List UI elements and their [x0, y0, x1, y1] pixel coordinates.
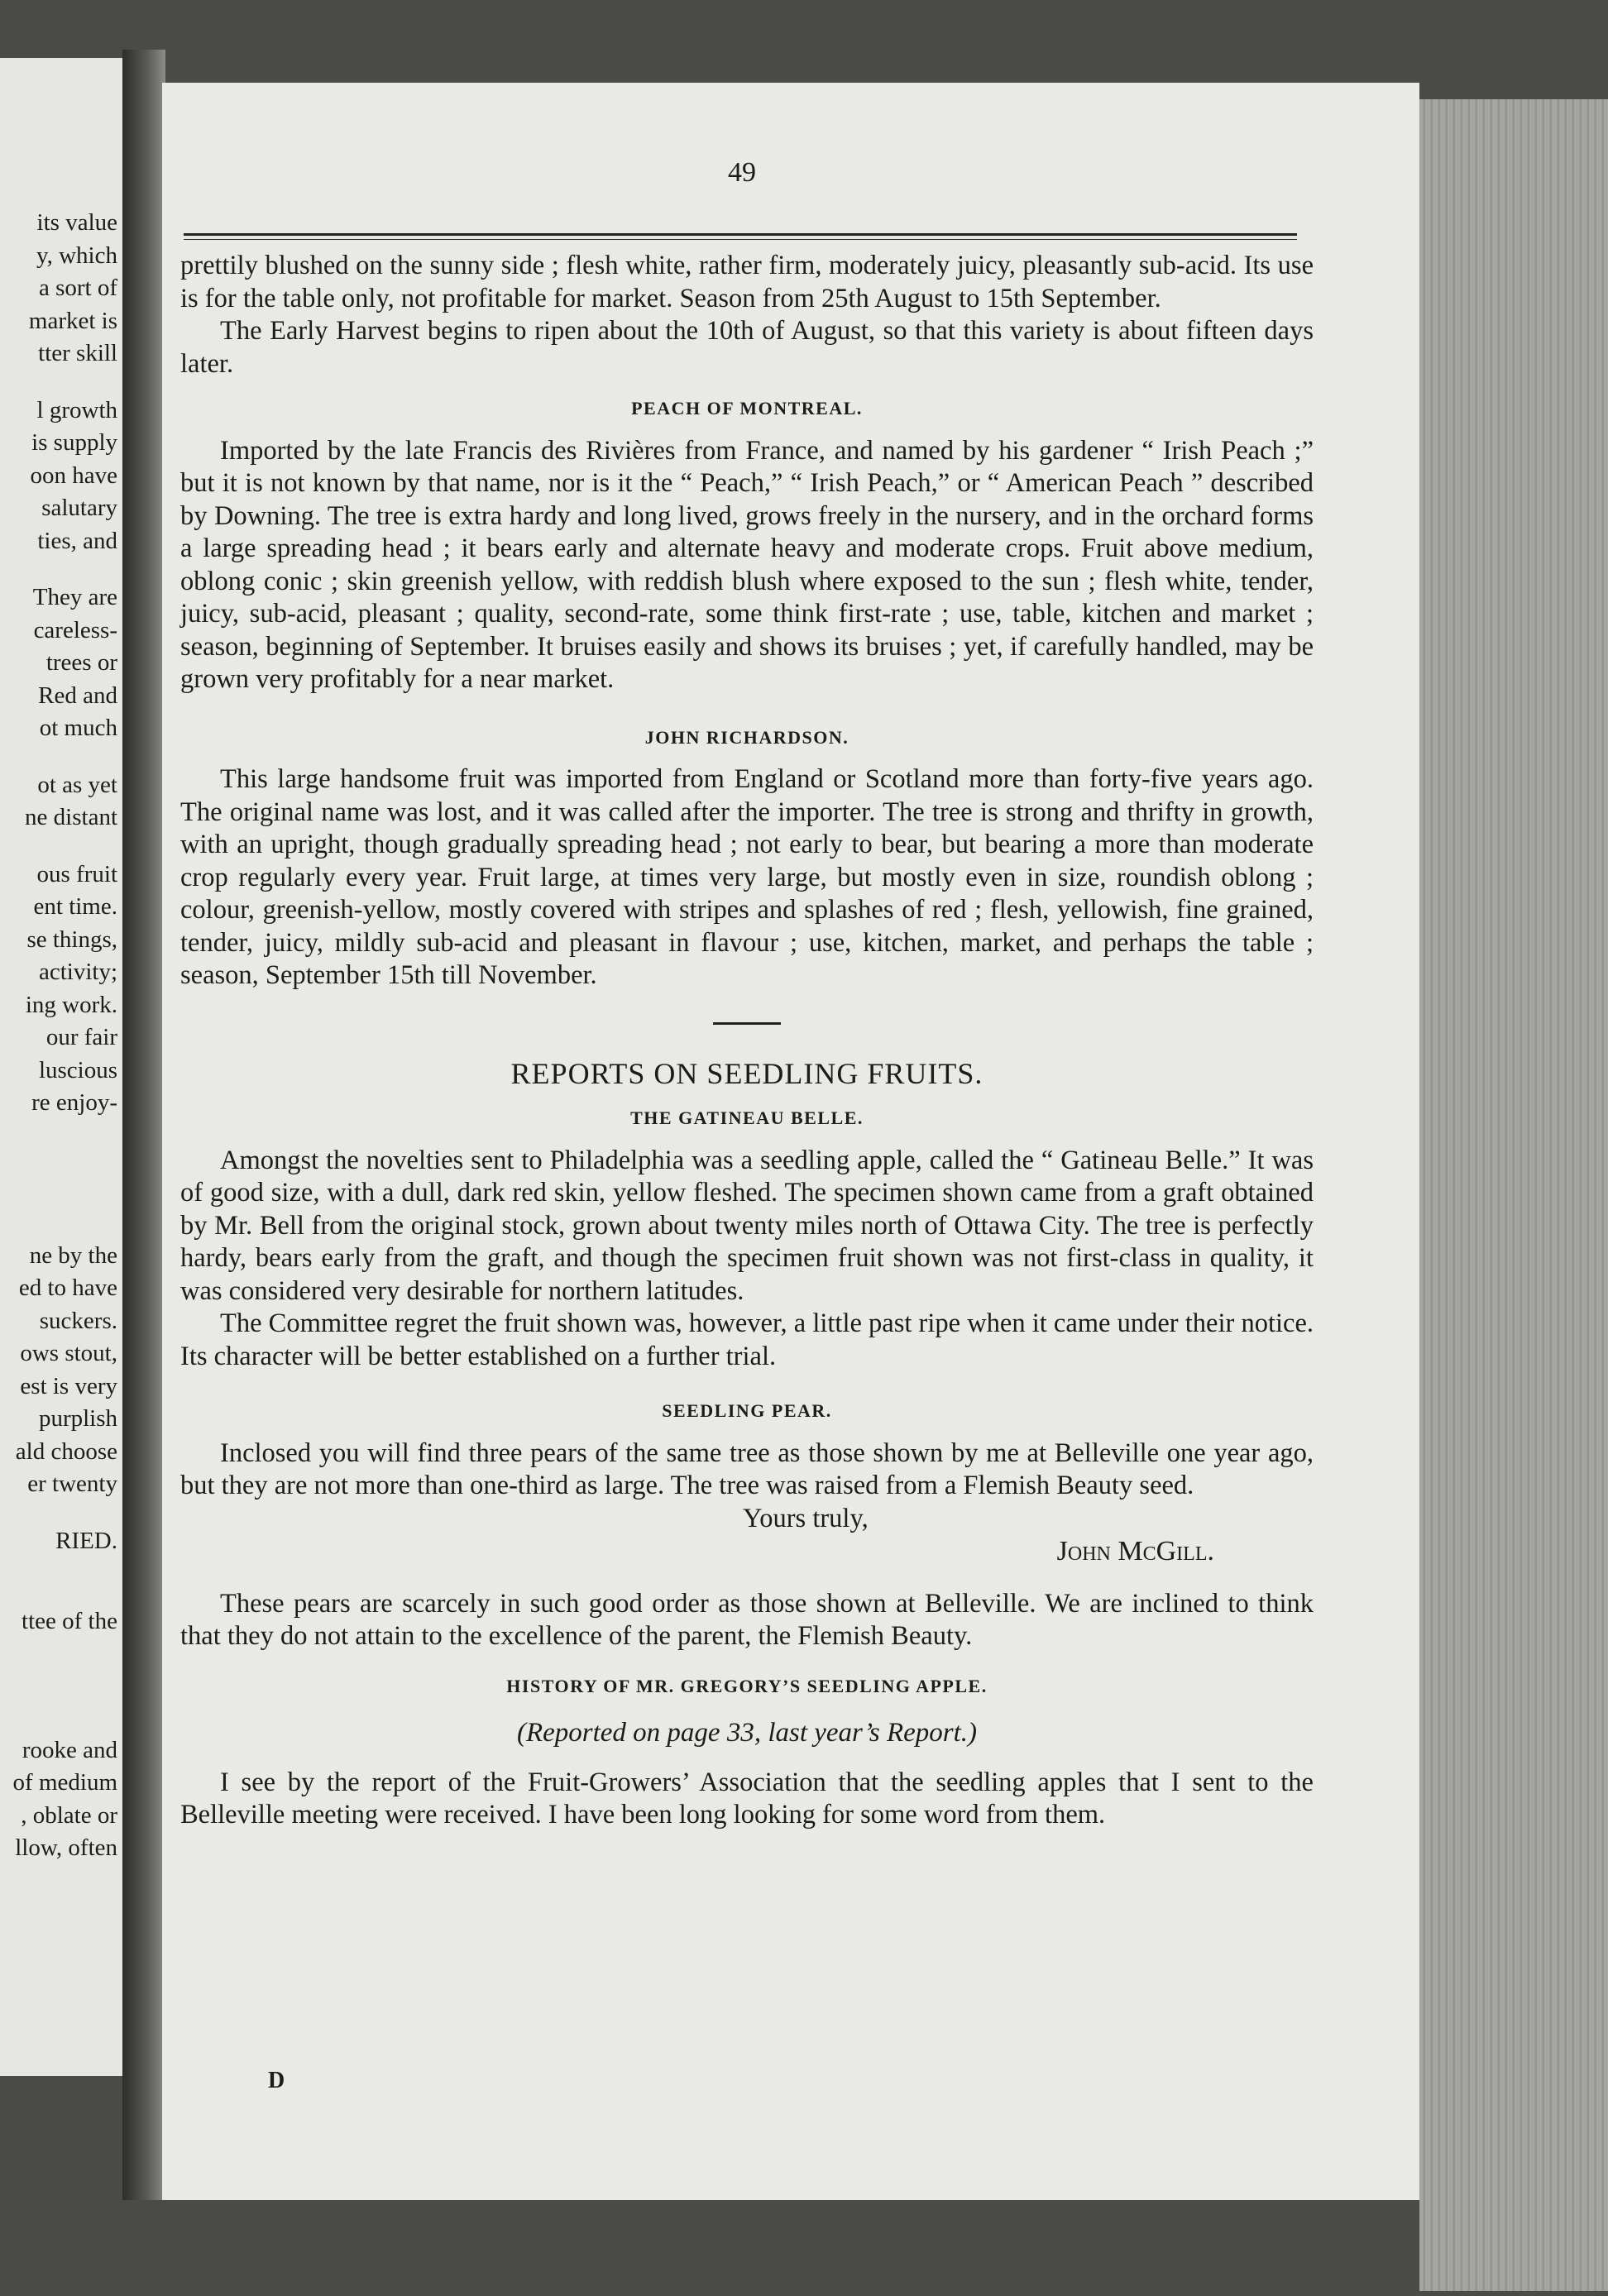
- left-page-line: its value: [36, 209, 117, 236]
- left-page-line: se things,: [26, 926, 117, 953]
- left-page-line: our fair: [45, 1024, 117, 1050]
- left-page-line: [0, 1686, 117, 1710]
- paragraph: These pears are scarcely in such good order as those shown at Belleville. We are inclined to think that they do not attain to the excellence of the parent, the Flemish Beauty.: [180, 1588, 1314, 1651]
- section-heading: THE GATINEAU BELLE.: [630, 1107, 864, 1128]
- left-page-line: , oblate or: [21, 1801, 117, 1829]
- editorial-note: (Reported on page 33, last year’s Report.): [516, 1718, 978, 1748]
- left-page-line: ne distant: [25, 804, 117, 830]
- left-page-line: [0, 835, 117, 859]
- section-heading: SEEDLING PEAR.: [662, 1400, 832, 1421]
- left-page-line: suckers.: [39, 1307, 117, 1334]
- left-page-line: [0, 1581, 117, 1605]
- left-page-line: Red and: [38, 682, 117, 709]
- left-page-line: re enjoy-: [31, 1089, 117, 1116]
- left-page-line: llow, often: [15, 1834, 117, 1861]
- letter-closing: Yours truly,: [743, 1503, 869, 1533]
- left-page-line: ald choose: [15, 1437, 117, 1465]
- left-page-line: ot as yet: [37, 771, 117, 798]
- left-page-line: ties, and: [37, 527, 117, 554]
- left-page-line: of medium: [12, 1769, 117, 1796]
- left-page-line: [0, 745, 117, 769]
- left-page-line: [0, 1120, 117, 1144]
- left-page-line: l growth: [36, 396, 117, 423]
- chapter-heading: REPORTS ON SEEDLING FRUITS.: [510, 1056, 983, 1090]
- section-heading: HISTORY OF MR. GREGORY’S SEEDLING APPLE.: [506, 1675, 988, 1696]
- left-page-line: purplish: [38, 1405, 117, 1432]
- left-page-line: luscious: [38, 1056, 117, 1083]
- page-number: 49: [728, 157, 756, 188]
- left-page-line: ttee of the: [22, 1608, 117, 1634]
- page-body: [180, 250, 1314, 1832]
- left-page-line: [0, 1710, 117, 1734]
- left-page-line: ne by the: [29, 1241, 117, 1269]
- left-page-line: [0, 1168, 117, 1192]
- section-divider: [713, 1022, 781, 1025]
- left-page-line: market is: [28, 307, 117, 334]
- paragraph: Amongst the novelties sent to Philadelphia was a seedling apple, called the “ Gatineau Belle.” It was of good size, with a dull, dark red skin, yellow fleshed. The specimen shown came from a graft obtained by Mr. Bell from the original stock, grown about twenty miles north of Ottawa City. The tree is perfectly hardy, bears early from the graft, and though the specimen fruit shown was not first-class in quality, it was considered very desirable for northern latitudes.: [180, 1145, 1314, 1306]
- paragraph: The Committee regret the fruit shown was, however, a little past ripe when it came under their notice. Its character will be better established on a further trial.: [180, 1308, 1314, 1371]
- left-page-line: tter skill: [38, 340, 117, 366]
- left-page-line: [0, 1501, 117, 1525]
- section-heading: JOHN RICHARDSON.: [644, 726, 849, 748]
- left-page-line: They are: [32, 584, 117, 610]
- left-page-line: RIED.: [55, 1527, 117, 1554]
- header-rule: [184, 233, 1297, 236]
- left-page-line: er twenty: [27, 1471, 117, 1497]
- paragraph: Imported by the late Francis des Rivières from France, and named by his gardener “ Irish Peach ;” but it is not known by that name, nor is it the “ Peach,” “ Irish Peach,” or “ American Peach ” described by Downing. The tree is extra hardy and long lived, grows freely in the nursery, and in the orchard forms a large spreading head ; it bears early and alternate heavy and moderate crops. Fruit above medium, oblong conic ; skin greenish yellow, with reddish blush where exposed to the sun ; flesh white, tender, juicy, sub-acid, pleasant ; quality, second-rate, some think first-rate ; use, table, kitchen and market ; season, beginning of September. It bruises easily and shows its bruises ; yet, if carefully handled, may be grown very profitably for a near market.: [180, 435, 1314, 694]
- paragraph: The Early Harvest begins to ripen about the 10th of August, so that this variety is about fifteen days later.: [180, 316, 1314, 379]
- left-page-line: is supply: [31, 429, 117, 456]
- page-edges: [1419, 99, 1608, 2291]
- letter-paragraph: Inclosed you will find three pears of the same tree as those shown by me at Belleville one year ago, but they are not more than one-third as large. The tree was raised from a Flemish Beauty seed.: [180, 1437, 1314, 1500]
- left-page-line: ent time.: [33, 893, 117, 920]
- left-page-line: activity;: [38, 959, 117, 985]
- left-page-line: [0, 371, 117, 395]
- letter-signature: John McGill.: [1056, 1536, 1214, 1567]
- left-page-line: [0, 1638, 117, 1662]
- left-page-line: oon have: [30, 462, 117, 489]
- left-page-line: rooke and: [22, 1736, 117, 1763]
- book-gutter: [122, 50, 165, 2200]
- left-page-line: ows stout,: [20, 1340, 117, 1366]
- left-page-line: [0, 1557, 117, 1581]
- letter-paragraph: I see by the report of the Fruit-Growers’ Association that the seedling apples that I sent to the Belleville meeting were received. I have been long looking for some word from them.: [180, 1767, 1314, 1830]
- left-page-line: [0, 1216, 117, 1240]
- paragraph: This large handsome fruit was imported from England or Scotland more than forty-five years ago. The original name was lost, and it was called after the importer. The tree is strong and thrifty in growth, with an upright, though gradually spreading head ; not early to bear, but bearing a more than moderate crop regularly every year. Fruit large, at times very large, but mostly even in size, roundish oblong ; colour, greenish-yellow, mostly covered with stripes and splashes of red ; flesh, yellowish, fine grained, tender, juicy, mildly sub-acid and pleasant in flavour ; use, kitchen, market, and perhaps the table ; season, September 15th till November.: [180, 764, 1314, 990]
- left-page-line: careless-: [33, 616, 117, 643]
- left-facing-page: [0, 58, 122, 2076]
- left-page-line: ed to have: [18, 1275, 117, 1301]
- left-page-line: y, which: [36, 242, 117, 269]
- paragraph: prettily blushed on the sunny side ; flesh white, rather firm, moderately juicy, pleasantly sub-acid. Its use is for the table only, not profitable for market. Season from 25th August to 15th September.: [180, 251, 1314, 313]
- header-rule-thin: [184, 239, 1297, 240]
- left-page-line: a sort of: [38, 275, 117, 301]
- left-page-line: [0, 1662, 117, 1686]
- left-page-line: salutary: [41, 495, 117, 521]
- left-page-line: trees or: [45, 649, 117, 676]
- left-page-line: est is very: [20, 1372, 117, 1399]
- left-page-line: ot much: [39, 715, 117, 741]
- left-page-line: ing work.: [25, 991, 117, 1018]
- left-page-line: [0, 557, 117, 581]
- left-page-line: [0, 1144, 117, 1168]
- signature-mark: D: [268, 2068, 285, 2093]
- left-page-line: [0, 1192, 117, 1216]
- section-heading: PEACH OF MONTREAL.: [631, 398, 863, 419]
- left-page-line: ous fruit: [36, 860, 117, 887]
- left-page-text: [0, 207, 117, 1865]
